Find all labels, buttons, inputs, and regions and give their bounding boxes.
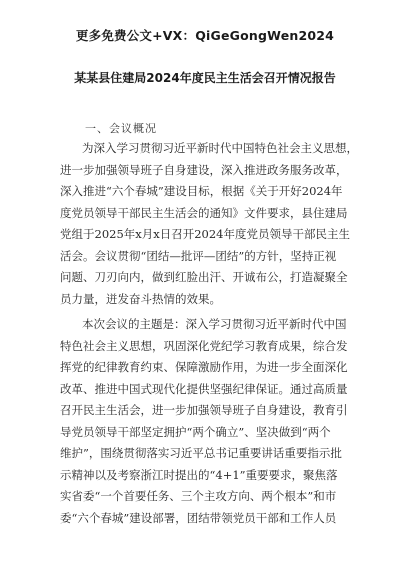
paragraph-line: 活会。会议贯彻“团结—批评—团结”的方针，坚持正视 <box>60 248 337 263</box>
paragraph-line: 导党员领导干部坚定拥护“两个确立”、坚决做到“两个 <box>60 424 331 439</box>
paragraph-line: 实省委“一个首要任务、三个主攻方向、两个根本”和市 <box>60 489 337 503</box>
paragraph-line: 为深入学习贯彻习近平新时代中国特色社会主义思想， <box>82 141 358 155</box>
paragraph-line: 深入推进“六个春城”建设目标，根据《关于开好2024年 <box>60 184 343 198</box>
paragraph-line: 问题、刀刃向内，做到红脸出汗、开诚布公，打造凝聚全 <box>60 270 348 284</box>
paragraph-line: 改革、推进中国式现代化提供坚强纪律保证。通过高质量 <box>60 381 348 396</box>
promo-header: 更多免费公文+VX：QiGeGongWen2024 <box>75 28 335 43</box>
paragraph-line: 召开民主生活会，进一步加强领导班子自身建设，教育引 <box>60 403 348 417</box>
paragraph-line: 示精神以及考察浙江时提出的“4+1”重要要求，聚焦落 <box>60 467 338 482</box>
paragraph-line: 本次会议的主题是：深入学习贯彻习近平新时代中国 <box>82 317 347 331</box>
paragraph-line: 挥党的纪律教育约束、保障激励作用，为进一步全面深化 <box>60 360 348 374</box>
paragraph-line: 维护”，围绕贯彻落实习近平总书记重要讲话重要指示批 <box>60 446 342 460</box>
paragraph-line: 进一步加强领导班子自身建设，深入推进政务服务改革， <box>60 162 348 177</box>
document-title: 某某县住建局2024年度民主生活会召开情况报告 <box>74 71 336 85</box>
paragraph-line: 度党员领导干部民主生活会的通知》文件要求，县住建局 <box>60 205 348 220</box>
paragraph-line: 党组于2025年x月x日召开2024年度党员领导干部民主生 <box>60 227 351 241</box>
paragraph-line: 员力量，迸发奋斗热情的效果。 <box>60 291 221 306</box>
paragraph-line: 特色社会主义思想，巩固深化党纪学习教育成果，综合发 <box>60 338 348 353</box>
paragraph-line: 委“六个春城”建设部署，团结带领党员干部和工作人员 <box>60 510 337 525</box>
document-body <box>60 138 360 529</box>
section-heading: 一、会议概况 <box>85 122 157 135</box>
